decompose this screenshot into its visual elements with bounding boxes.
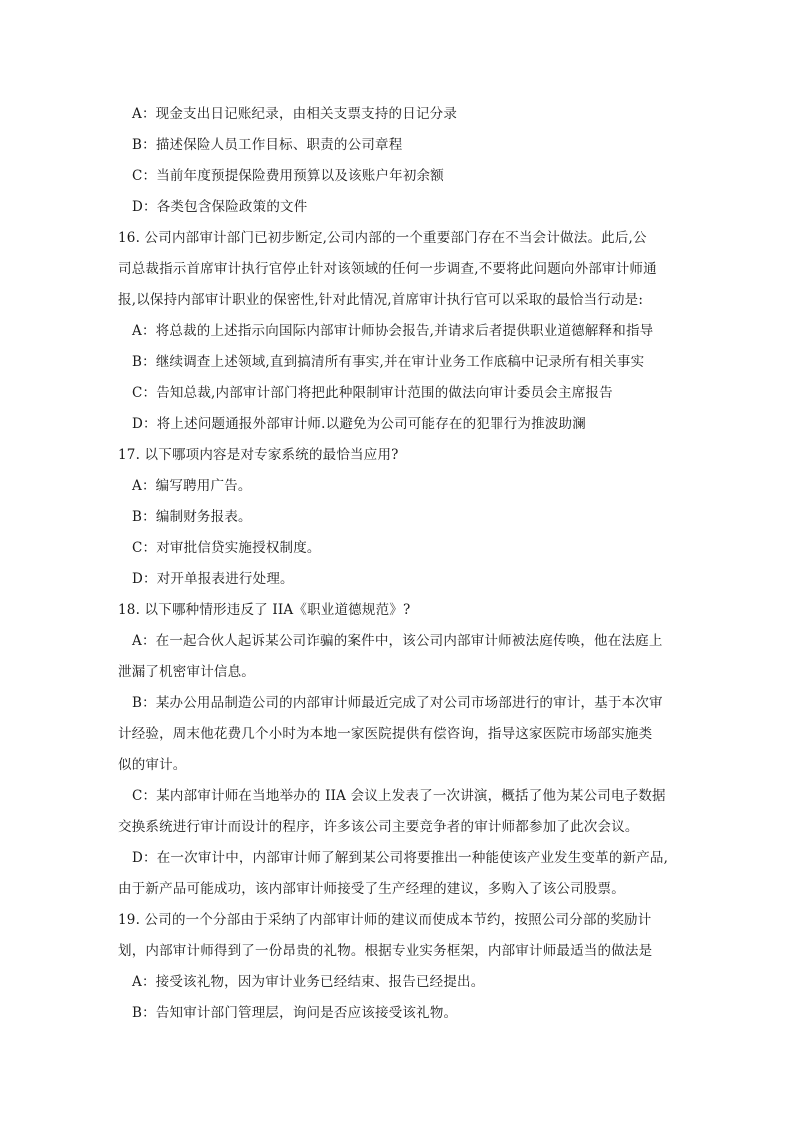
answer-option-line: D：各类包含保险政策的文件 [132,199,308,215]
question-text-line: 由于新产品可能成功，该内部审计师接受了生产经理的建议，多购入了该公司股票。 [118,881,625,897]
question-text-line: 报,以保持内部审计职业的保密性,针对此情况,首席审计执行官可以采取的最恰当行动是: [118,292,644,308]
question-text-line: 交换系统进行审计而设计的程序，许多该公司主要竞争者的审计师都参加了此次会议。 [118,819,639,835]
answer-option-line: A：将总裁的上述指示向国际内部审计师协会报告,并请求后者提供职业道德解释和指导 [132,323,654,339]
answer-option-line: D：对开单报表进行处理。 [132,571,294,587]
question-text-line: 18. 以下哪种情形违反了 IIA《职业道德规范》? [118,602,411,618]
question-text-line: 似的审计。 [118,757,187,773]
question-text-line: 计经验，周末他花费几个小时为本地一家医院提供有偿咨询，指导这家医院市场部实施类 [118,726,653,742]
answer-option-line: A：接受该礼物，因为审计业务已经结束、报告已经提出。 [132,974,485,990]
answer-option-line: B：描述保险人员工作目标、职责的公司章程 [132,137,403,153]
answer-option-line: C：当前年度预提保险费用预算以及该账户年初余额 [132,168,444,184]
document-body [118,99,678,1029]
question-text-line: 司总裁指示首席审计执行官停止针对该领域的任何一步调查,不要将此问题向外部审计师通 [118,261,657,277]
answer-option-line: B：告知审计部门管理层，询问是否应该接受该礼物。 [132,1005,458,1021]
answer-option-line: D：在一次审计中，内部审计师了解到某公司将要推出一种能使该产业发生变革的新产品, [132,850,669,866]
answer-option-line: D：将上述问题通报外部审计师.以避免为公司可能存在的犯罪行为推波助澜 [132,416,586,432]
question-text-line: 泄漏了机密审计信息。 [118,664,255,680]
question-text-line: 19. 公司的一个分部由于采纳了内部审计师的建议而使成本节约，按照公司分部的奖励计 [118,912,652,928]
question-text-line: 17. 以下哪项内容是对专家系统的最恰当应用? [118,447,399,463]
answer-option-line: C：某内部审计师在当地举办的 IIA 会议上发表了一次讲演，概括了他为某公司电子数据 [132,788,666,804]
answer-option-line: C：告知总裁,内部审计部门将把此种限制审计范围的做法向审计委员会主席报告 [132,385,613,401]
answer-option-line: A：在一起合伙人起诉某公司诈骗的案件中，该公司内部审计师被法庭传唤，他在法庭上 [132,633,663,649]
answer-option-line: A：编写聘用广告。 [132,478,252,494]
answer-option-line: B：编制财务报表。 [132,509,252,525]
answer-option-line: B：某办公用品制造公司的内部审计师最近完成了对公司市场部进行的审计，基于本次审 [132,695,663,711]
question-text-line: 划，内部审计师得到了一份昂贵的礼物。根据专业实务框架，内部审计师最适当的做法是 [118,943,653,959]
answer-option-line: A：现金支出日记账纪录，由相关支票支持的日记分录 [132,106,458,122]
answer-option-line: C：对审批信贷实施授权制度。 [132,540,321,556]
answer-option-line: B：继续调查上述领域,直到搞清所有事实,并在审计业务工作底稿中记录所有相关事实 [132,354,645,370]
question-text-line: 16. 公司内部审计部门已初步断定,公司内部的一个重要部门存在不当会计做法。此后,公 [118,230,647,246]
